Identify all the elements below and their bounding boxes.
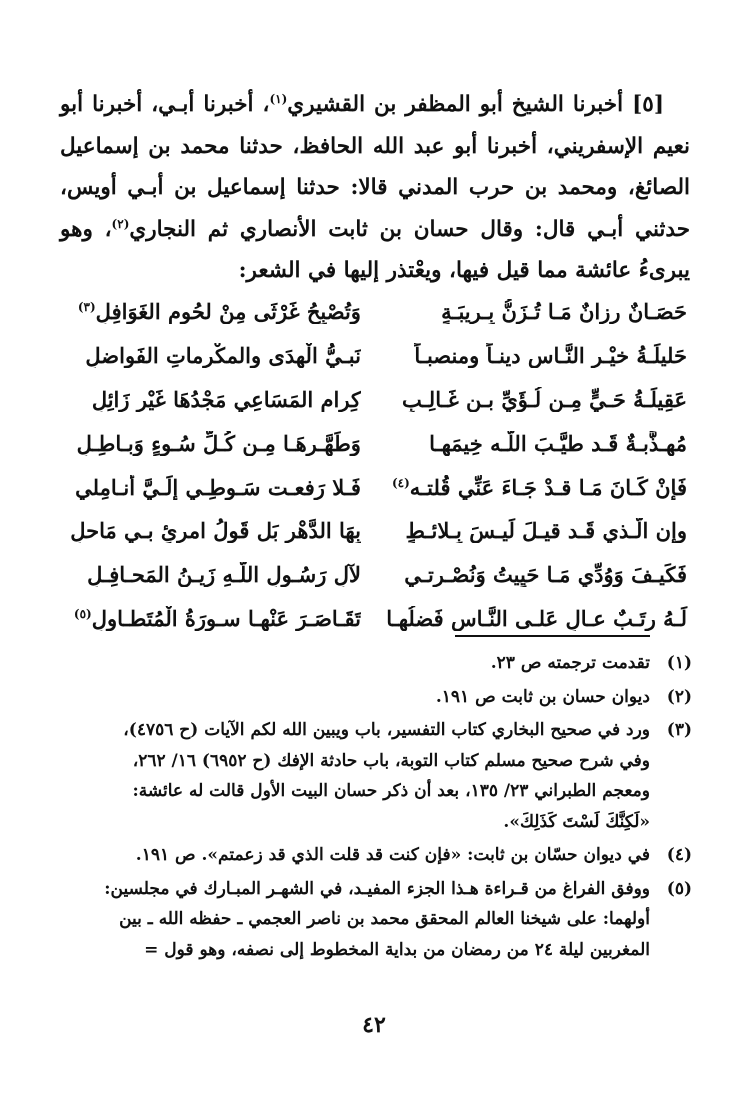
verse-second-hemistich: بِهَا الدَّهْر بَل قَولُ امرِئٍ بـي مَاحلِ bbox=[70, 518, 361, 544]
footnote-ref: (١) bbox=[269, 91, 288, 106]
verse-first-hemistich: حَصَـانٌ رزانٌ مَـا تُـزَنُّ بِـرِيبَـةٍ bbox=[441, 299, 687, 325]
footnote-number: (٤) bbox=[666, 845, 692, 865]
footnote bbox=[60, 874, 692, 966]
poem-verse bbox=[60, 509, 695, 553]
footnote bbox=[60, 648, 692, 679]
footnote-text: تقدمت ترجمته ص ٢٣. bbox=[490, 653, 650, 673]
footnote-separator bbox=[455, 635, 650, 637]
verse-second-hemistich: وَتُصْبِحُ غَرْثَى مِنْ لحُومِ الغَوَافِلِ$^{(٣)}$ bbox=[77, 299, 361, 325]
footnote-text: في ديوان حسّان بن ثابت: «فإن كنت قد قلت الذي قد زعمتم». ص ١٩١. bbox=[135, 845, 650, 865]
poem-verse bbox=[60, 597, 695, 641]
poem bbox=[60, 290, 695, 640]
text-segment: ، أخبرنا أبـي، أخبرنا أبو نعيم الإسفريني، أخبرنا أبو عبد الله الحافظ، حدثنا محمد بن إسماعيل الصائغ، ومحمد بن حرب المدني قالا: حدثنا إسماعيل بن أبـي أويس، حدثني أبـي قال: وقال حسان بن ثابت الأنصاري ثم النجاري bbox=[60, 92, 690, 242]
footnote-number: (٣) bbox=[666, 720, 692, 740]
verse-second-hemistich: فَـلا رَفعـت سَـوطِـي إلَـيَّ أنـامِلي bbox=[75, 474, 361, 500]
footnote-ref: (٤) bbox=[391, 475, 410, 490]
hadith-number: [٥] bbox=[632, 92, 664, 117]
text-segment: أخبرنا الشيخ أبو المظفر بن القشيري bbox=[287, 92, 624, 117]
poem-verse bbox=[60, 421, 695, 465]
verse-second-hemistich: كِرام المَسَاعِي مَجْدُهَا غَيْر زَائِلِ bbox=[91, 386, 361, 412]
verse-second-hemistich: لآلِ رَسُـولِ اللَّـهِ زَيـنُ المَحـافِـلِ bbox=[87, 562, 361, 588]
footnote-number: (٥) bbox=[666, 878, 692, 899]
footnote-ref: (٣) bbox=[77, 300, 96, 315]
footnotes bbox=[60, 648, 692, 968]
poem-verse bbox=[60, 334, 695, 378]
verse-first-hemistich: فَكَيـفَ وَوُدِّي مَـا حَيِيتُ وَنُصْـرتـي bbox=[404, 562, 687, 588]
verse-first-hemistich: لَـهُ رتَـبٌ عـالٍ عَلـى النَّـاسِ فَضلُهـا bbox=[386, 605, 687, 631]
page-number: ٤٢ bbox=[362, 1012, 386, 1038]
verse-second-hemistich: نَبـيُّ الْهدَى والمكْرماتِ الفَواضلِ bbox=[85, 343, 361, 369]
verse-second-hemistich: تَقَـاصَـرَ عَنْهـا سـورَةُ الْمُتَطـاوِلِ$^{(٥)}$ bbox=[73, 605, 361, 631]
verse-first-hemistich: حَليلَـةُ خيْـرِ النَّـاسِ دينـاً ومنصبـاً bbox=[414, 343, 687, 369]
verse-first-hemistich: عَقِيلَـةُ حَـيٍّ مِـن لُـؤَيِّ بـنِ غَـالِـبٍ bbox=[402, 386, 687, 412]
footnote bbox=[60, 715, 692, 837]
poem-verse bbox=[60, 378, 695, 422]
verse-second-hemistich: وَطَهَّـرهَـا مِـن كُـلِّ سُـوءٍ وَبـاطِـلِ bbox=[76, 430, 361, 456]
poem-verse bbox=[60, 290, 695, 334]
footnote-number: (٢) bbox=[666, 686, 692, 707]
poem-verse bbox=[60, 553, 695, 597]
footnote-text: ديوان حسان بن ثابت ص ١٩١. bbox=[435, 686, 650, 707]
text-segment: ، وهو يبرىءُ عائشة مما قيل فيها، ويعْتذر إليها في الشعر: bbox=[60, 216, 690, 283]
footnote-text: ووفق الفراغ من قـراءة هـذا الجزء المفيـد، في الشهـر المبـارك في مجلسين: أولهما: على شيخنا العالم المحقق محمد بن ناصر العجمي ـ حفظه الله ـ بين المغربين ليلة ٢٤ من رمضان من بداية المخطوط إلى نصفه، وهو قول = bbox=[104, 878, 650, 960]
footnote-text: ورد في صحيح البخاري كتاب التفسير، باب ويبين الله لكم الآيات (ح ٤٧٥٦)، وفي شرح صحيح مسلم كتاب التوبة، باب حادثة الإفك (ح ٦٩٥٢) ١٦/ ٢٦٢، ومعجم الطبراني ٢٣/ ١٣٥، بعد أن ذكر حسان البيت الأول قالت له عائشة: «لَكِنَّكَ لَسْتَ كَذَلِكَ». bbox=[123, 720, 650, 832]
verse-first-hemistich: مُهـذَّبـةٌ قَـد طيَّـبَ اللَّـه خِيمَهـا bbox=[429, 430, 687, 456]
poem-verse bbox=[60, 465, 695, 509]
footnote-number: (١) bbox=[666, 653, 692, 673]
footnote-ref: (٢) bbox=[111, 216, 130, 231]
footnote-ref: (٥) bbox=[73, 606, 92, 621]
hadith-paragraph bbox=[60, 84, 690, 292]
footnote bbox=[60, 682, 692, 713]
verse-first-hemistich: فَإنْ كَـانَ مَـا قـدْ جَـاءَ عَنِّي قُلتـه$^{(٤)}$ bbox=[391, 474, 687, 500]
verse-first-hemistich: وإن الَّـذي قَـد قيـلَ لَيـسَ بِـلائـطٍ bbox=[405, 518, 687, 544]
footnote bbox=[60, 840, 692, 871]
